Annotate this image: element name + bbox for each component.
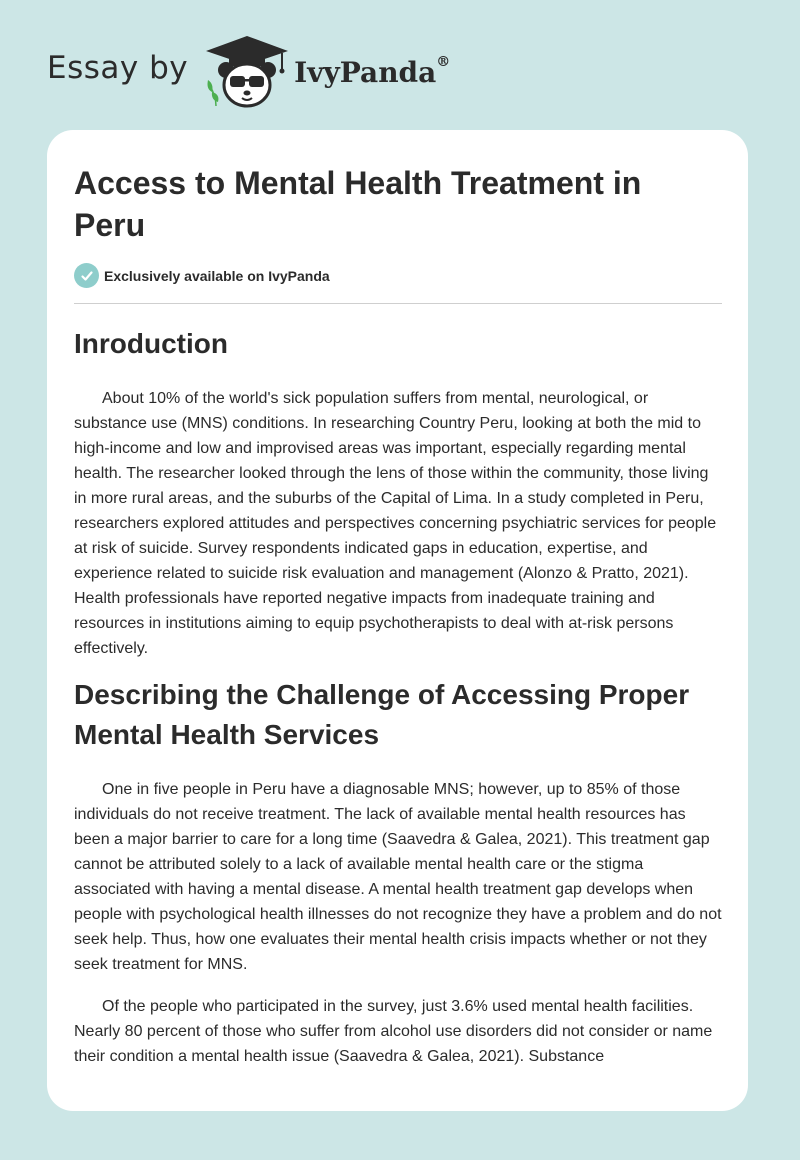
brand-name: IvyPanda (294, 56, 437, 89)
check-circle-icon (74, 263, 99, 288)
brand-logo[interactable] (294, 56, 450, 89)
paragraph: Of the people who participated in the survey, just 3.6% used mental health facilities. Nearly 80 percent of those who suffer from alcohol use disorders did not consider or name their condition a mental health issue (Saavedra & Galea, 2021). Substance (74, 998, 713, 1065)
exclusive-badge-label: Exclusively available on IvyPanda (104, 267, 330, 284)
page-title: Access to Mental Health Treatment in Peru (74, 165, 642, 243)
article-card (47, 130, 748, 1111)
paragraph: One in five people in Peru have a diagnosable MNS; however, up to 85% of those individuals do not receive treatment. The lack of available mental health resources has been a major barrier to care for a long time (Saavedra & Galea, 2021). This treatment gap cannot be attributed solely to a lack of available mental health care or the stigma associated with having a mental disease. A mental health treatment gap develops when people with psychological health illnesses do not recognize they have a problem and do not seek help. Thus, how one evaluates their mental health crisis impacts whether or not they seek treatment for MNS. (74, 781, 722, 973)
section-heading-introduction: Inroduction (74, 328, 228, 359)
section-heading-challenge: Describing the Challenge of Accessing Proper Mental Health Services (74, 679, 690, 750)
site-header (47, 34, 450, 109)
panda-graduate-icon[interactable] (202, 34, 292, 109)
paragraph: About 10% of the world's sick population suffers from mental, neurological, or substance use (MNS) conditions. In researching Country Peru, looking at both the mid to high-income and low and improvised areas was important, especially regarding mental health. The researcher looked through the lens of those within the community, those living in more rural areas, and the suburbs of the Capital of Lima. In a study completed in Peru, researchers explored attitudes and perspectives concerning psychiatric services for people at risk of suicide. Survey respondents indicated gaps in education, expertise, and experience related to suicide risk evaluation and management (Alonzo & Pratto, 2021). Health professionals have reported negative impacts from inadequate training and resources in institutions aiming to equip psychotherapists to deal with at-risk persons effectively. (74, 390, 717, 657)
divider (74, 303, 722, 304)
registered-mark: ® (436, 54, 451, 70)
essay-by-label: Essay by (47, 49, 189, 86)
exclusive-badge (74, 263, 330, 288)
